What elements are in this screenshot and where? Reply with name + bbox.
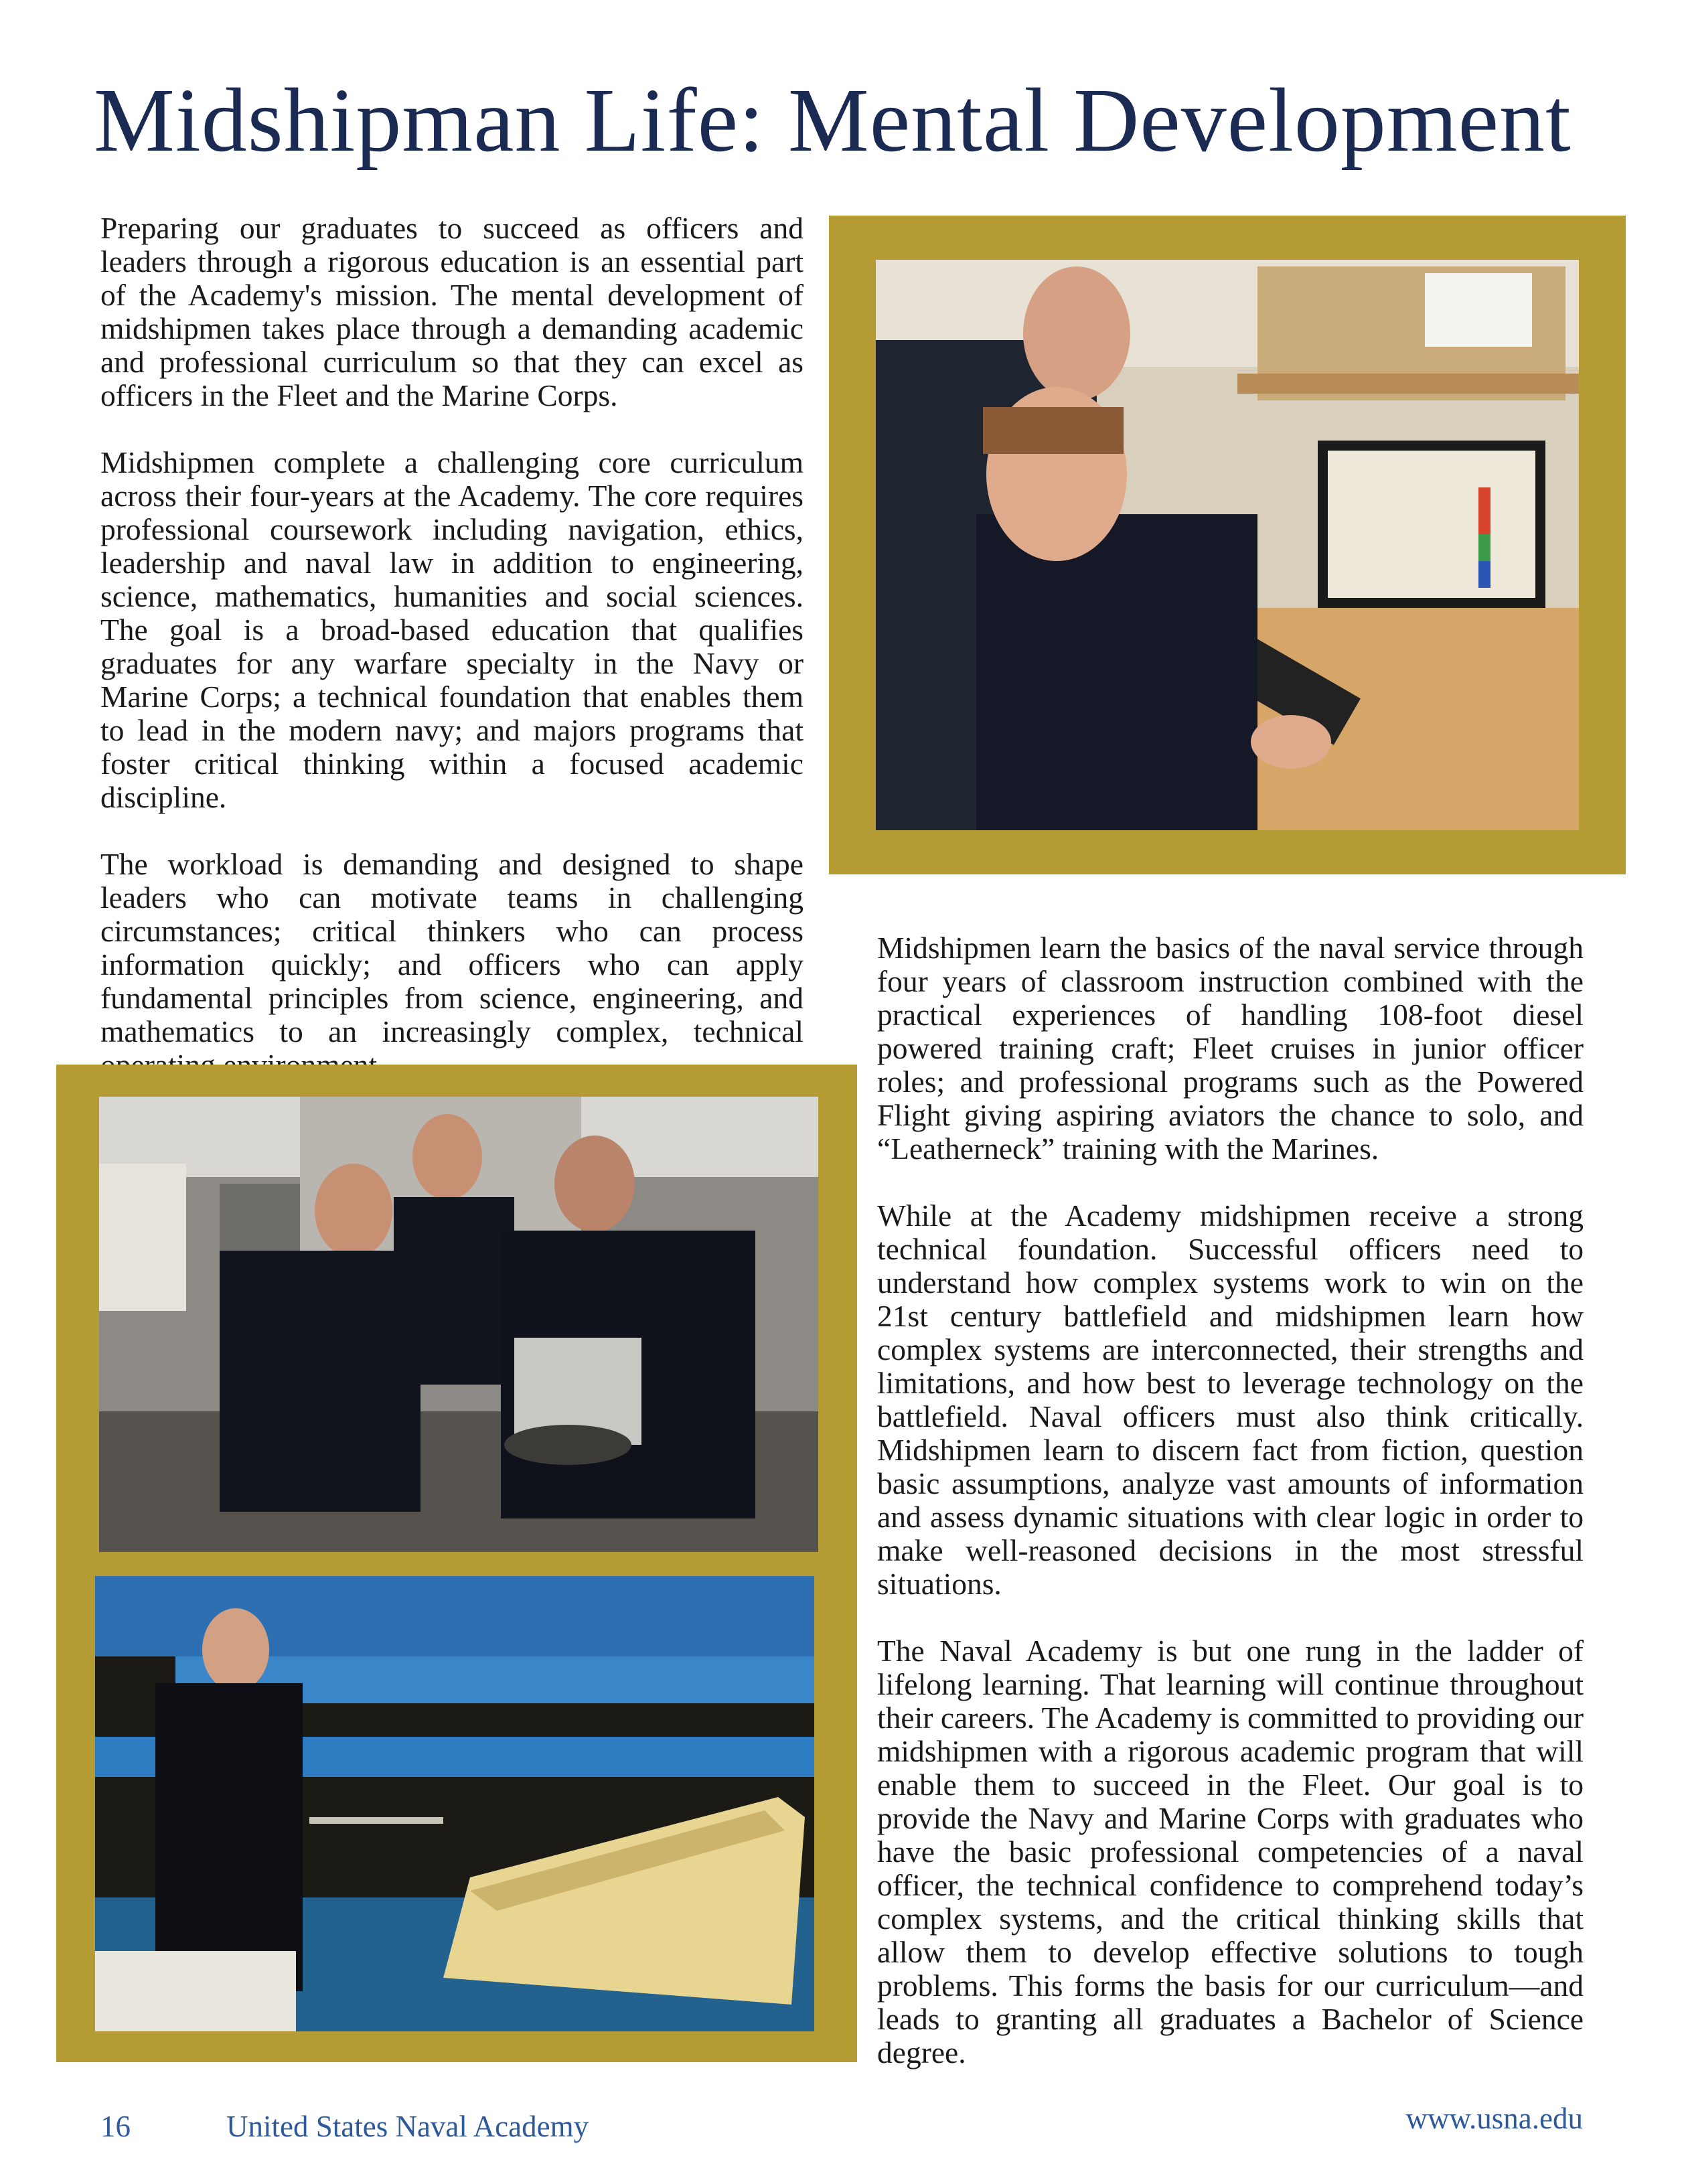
body-paragraph: Midshipmen learn the basics of the naval service through four years of classroom instruction combined with the practical experiences of handling 108-foot diesel powered training craft; Fleet cruises in junior officer roles; and professional programs such as the Powered Flight giving aspiring aviators the chance to solo, and “Leatherneck” training with the Marines. [877, 931, 1584, 1166]
photo-towing-tank [95, 1576, 814, 2031]
page-number: 16 [100, 2110, 131, 2143]
body-paragraph: Preparing our graduates to succeed as officers and leaders through a rigorous education is an essential part of the Academy's mission. The mental development of midshipmen takes place through a demanding academic and professional curriculum so that they can excel as officers in the Fleet and the Marine Corps. [100, 211, 804, 412]
right-text-column [877, 931, 1584, 2070]
footer-publication-title: United States Naval Academy [226, 2110, 589, 2143]
body-paragraph: While at the Academy midshipmen receive a strong technical foundation. Successful officers need to understand how complex systems work to win on the 21st century battlefield and midshipmen learn how complex systems are interconnected, their strengths and limitations, and how best to leverage technology on the battlefield. Naval officers must also think critically. Midshipmen learn to discern fact from fiction, question basic assumptions, analyze vast amounts of information and assess dynamic situations with clear logic in order to make well-reasoned decisions in the most stressful situations. [877, 1198, 1584, 1601]
footer-url[interactable]: www.usna.edu [1405, 2102, 1583, 2135]
page-title: Midshipman Life: Mental Development [94, 70, 1572, 171]
body-paragraph: Midshipmen complete a challenging core curriculum across their four-years at the Academy. The core requires professional coursework including navigation, ethics, leadership and naval law in addition to engineering, science, mathematics, humanities and social sciences. The goal is a broad-based education that qualifies graduates for any warfare specialty in the Navy or Marine Corps; a technical foundation that enables them to lead in the modern navy; and majors programs that foster critical thinking within a focused academic discipline. [100, 445, 804, 814]
photo-midshipmen-with-robot [99, 1097, 818, 1552]
photo-midshipmen-at-computer [876, 260, 1579, 830]
left-text-column [100, 212, 804, 1082]
body-paragraph: The Naval Academy is but one rung in the ladder of lifelong learning. That learning will continue throughout their careers. The Academy is committed to providing our midshipmen with a rigorous academic program that will enable them to succeed in the Fleet. Our goal is to provide the Navy and Marine Corps with graduates who have the basic professional competencies of a naval officer, the technical confidence to comprehend today’s complex systems, and the critical thinking skills that allow them to develop effective solutions to tough problems. This forms the basis for our curriculum—and leads to granting all graduates a Bachelor of Science degree. [877, 1634, 1584, 2070]
body-paragraph: The workload is demanding and designed to shape leaders who can motivate teams in challenging circumstances; critical thinkers who can process information quickly; and officers who can apply fundamental principles from science, engineering, and mathematics to an increasingly complex, technical [100, 847, 804, 1048]
